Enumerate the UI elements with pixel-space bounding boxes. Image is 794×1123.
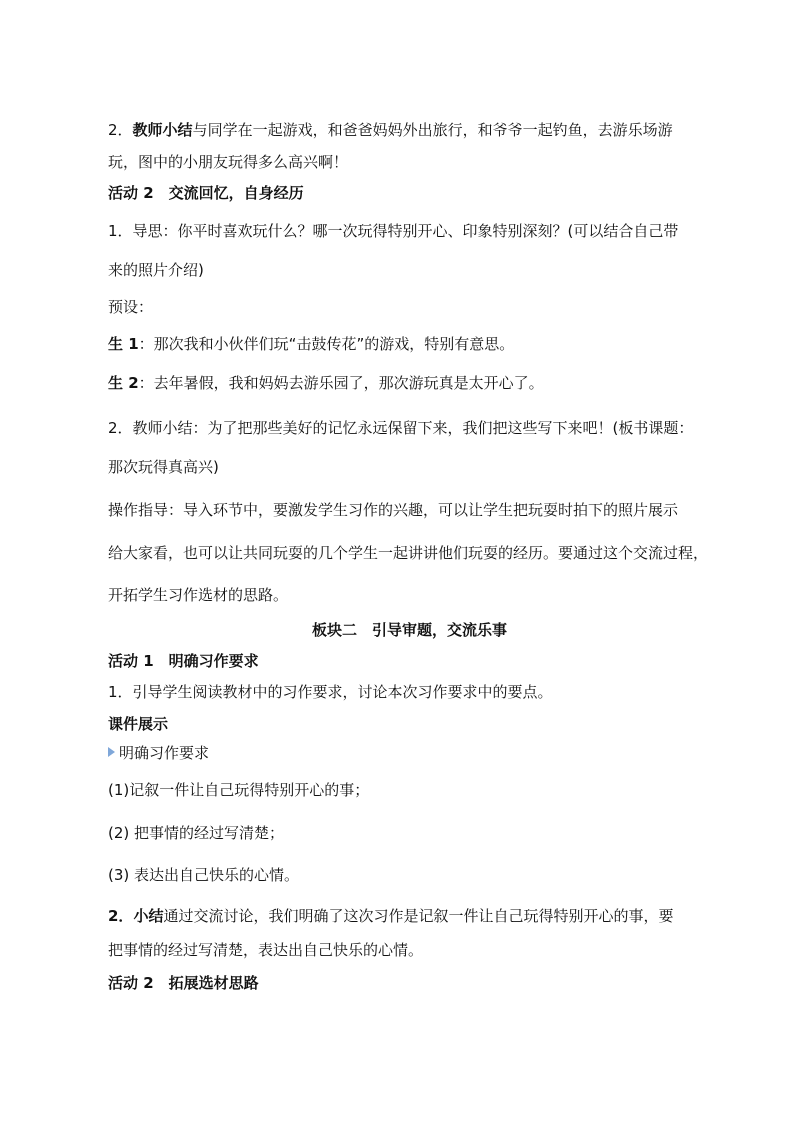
text-line: 2．小结通过交流讨论，我们明确了这次习作是记叙一件让自己玩得特别开心的事，要 (108, 907, 674, 925)
teacher-summary-label: 教师小结 (132, 121, 193, 139)
section-2-heading: 板块二 引导审题，交流乐事 (312, 621, 508, 639)
text-line: 2．教师小结与同学在一起游戏，和爸爸妈妈外出旅行，和爷爷一起钓鱼，去游乐场游 (108, 121, 673, 139)
activity-2-heading: 活动 2 拓展选材思路 (108, 974, 259, 992)
courseware-label: 课件展示 (108, 715, 169, 733)
text-line: 1．引导学生阅读教材中的习作要求，讨论本次习作要求中的要点。 (108, 683, 553, 701)
activity-2-heading: 活动 2 交流回忆，自身经历 (108, 184, 304, 202)
student-1-line: 生 1：那次我和小伙伴们玩“击鼓传花”的游戏，特别有意思。 (108, 335, 515, 353)
text-line: 开拓学生习作选材的思路。 (108, 586, 289, 604)
text-line: 来的照片介绍) (108, 261, 204, 279)
text-line: 2．教师小结：为了把那些美好的记忆永远保留下来，我们把这些写下来吧！(板书课题： (108, 419, 694, 437)
requirement-item: (2) 把事情的经过写清楚； (108, 824, 285, 842)
text-line: 那次玩得真高兴) (108, 458, 219, 476)
requirements-title: 明确习作要求 (108, 743, 209, 763)
text-line: 操作指导：导入环节中，要激发学生习作的兴趣，可以让学生把玩耍时拍下的照片展示 (108, 501, 679, 519)
preset-label: 预设： (108, 298, 154, 316)
triangle-bullet-icon (108, 747, 115, 757)
text-line: 给大家看，也可以让共同玩耍的几个学生一起讲讲他们玩耍的经历。要通过这个交流过程， (108, 544, 709, 562)
text-line: 把事情的经过写清楚，表达出自己快乐的心情。 (108, 941, 424, 959)
student-2-line: 生 2：去年暑假，我和妈妈去游乐园了，那次游玩真是太开心了。 (108, 374, 544, 392)
text-line: 1．导思：你平时喜欢玩什么？哪一次玩得特别开心、印象特别深刻？(可以结合自己带 (108, 222, 679, 240)
requirement-item: (1)记叙一件让自己玩得特别开心的事； (108, 781, 370, 799)
activity-1-heading: 活动 1 明确习作要求 (108, 652, 259, 670)
summary-label: 小结 (133, 907, 164, 925)
requirement-item: (3) 表达出自己快乐的心情。 (108, 866, 300, 884)
text-line: 玩，图中的小朋友玩得多么高兴啊！ (108, 153, 349, 171)
